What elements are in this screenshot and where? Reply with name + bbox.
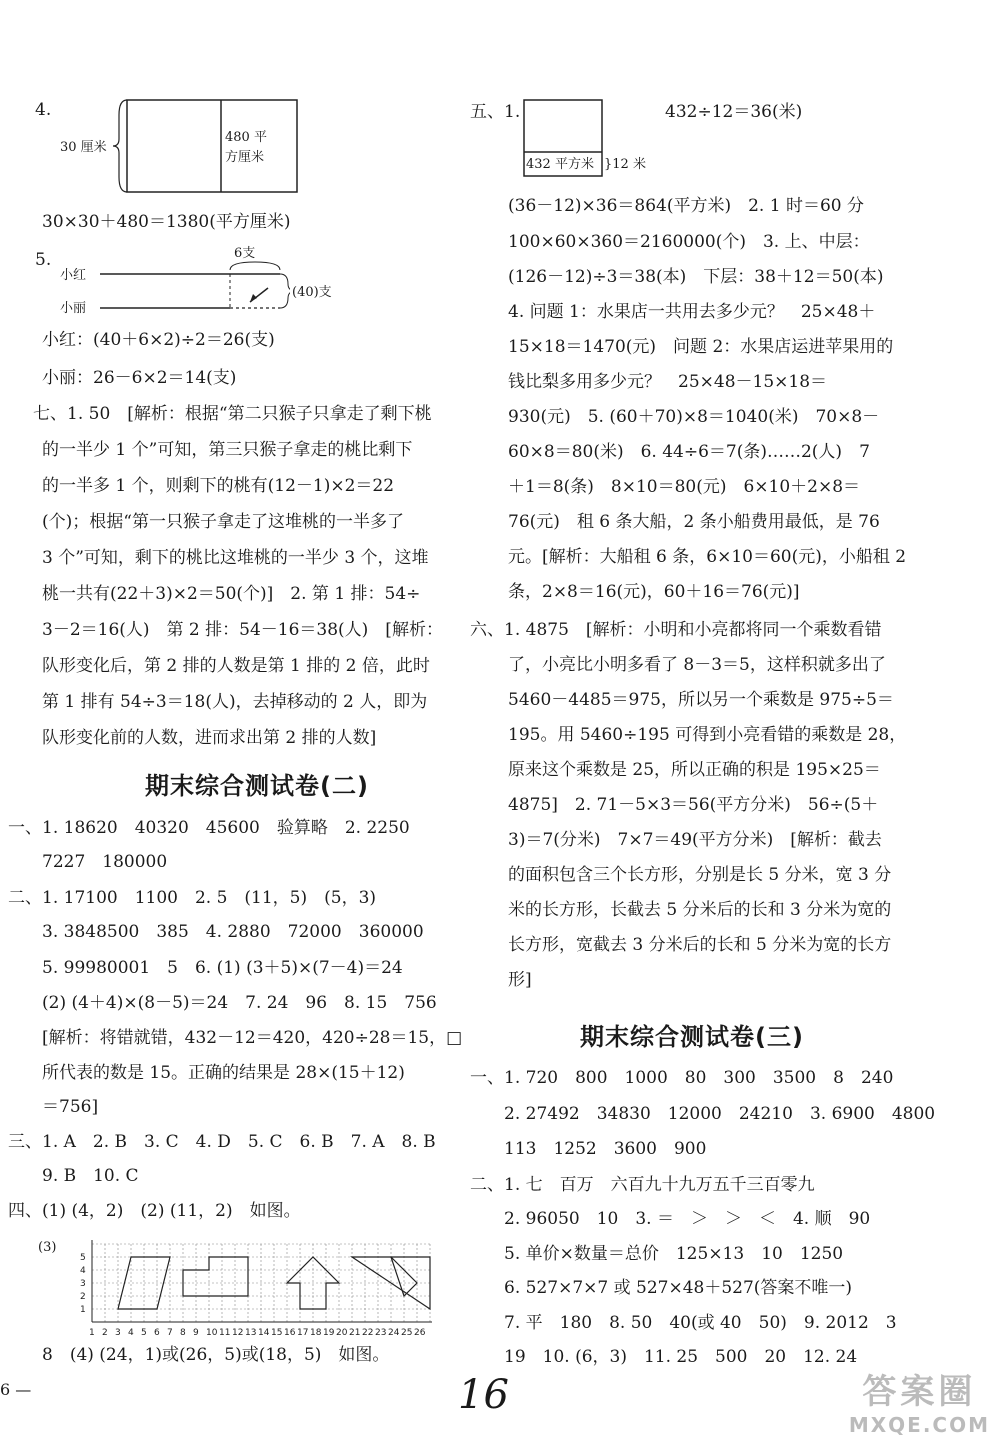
t3-line: 6. 527×7×7 或 527×48＋527(答案不唯一) [470,1278,853,1298]
grid-x-tick-label: 11 [219,1328,231,1338]
t2-line: 所代表的数是 15。正确的结果是 28×(15＋12) [8,1063,405,1083]
grid-x-tick-label: 26 [414,1328,426,1338]
t3-line: 二、1. 七 百万 六百九十九万五千三百零九 [470,1175,815,1195]
grid-x-tick-label: 10 [206,1328,218,1338]
grid-x-tick-label: 7 [167,1328,173,1338]
t2-line: 三、1. A 2. B 3. C 4. D 5. C 6. B 7. A 8. B [8,1132,436,1152]
q5-answer-2: 小丽：26－6×2＝14(支) [42,368,237,388]
t2-line: 一、1. 18620 40320 45600 验算略 2. 2250 [8,818,410,838]
grid-x-tick-label: 12 [232,1328,244,1338]
grid-x-tick-label: 19 [323,1328,335,1338]
s7-line: 的一半多 1 个，则剩下的桃有(12－1)×2＝22 [42,476,395,496]
grid-x-tick-label: 24 [388,1328,400,1338]
r-line: 100×60×360＝2160000(个) 3. 上、中层： [508,232,870,252]
t2-line: ＝756] [8,1097,99,1117]
s7-line: 队形变化前的人数，进而求出第 2 排的人数] [42,728,377,748]
grid-x-tick-label: 3 [115,1328,121,1338]
t3-line: 2. 96050 10 3. ＝ ＞ ＞ ＜ 4. 顺 90 [470,1209,871,1229]
grid-x-tick-label: 5 [141,1328,147,1338]
r-line: (126－12)÷3＝38(本) 下层：38＋12＝50(本) [508,267,884,287]
t3-line: 2. 27492 34830 12000 24210 3. 6900 4800 [470,1104,936,1124]
s5-calc: 432÷12＝36(米) [665,102,803,122]
r-line: 六、1. 4875 [解析：小明和小亮都将同一个乘数看错 [470,620,882,640]
r-line: 原来这个乘数是 25，所以正确的积是 195×25＝ [508,760,881,780]
grid-x-tick-label: 8 [180,1328,186,1338]
t2-last-line: 8 (4) (24，1)或(26，5)或(18，5) 如图。 [8,1345,390,1365]
grid-y-tick-label: 1 [80,1305,86,1315]
r-line: 钱比梨多用多少元？ 25×48－15×18＝ [508,372,828,392]
watermark-site: MXQE.COM [848,1413,990,1437]
r-line: 形] [508,970,532,990]
grid-y-tick-label: 2 [80,1292,86,1302]
grid-x-tick-label: 9 [193,1328,199,1338]
grid-x-tick-label: 15 [271,1328,283,1338]
s7-line: 的一半少 1 个”可知，第三只猴子拿走的桃比剩下 [42,440,413,460]
q5-name-xiaoli: 小丽 [60,301,87,316]
q5-figure [90,250,290,320]
r-line: 元。[解析：大船租 6 条，6×10＝60(元)，小船租 2 [508,547,907,567]
grid-x-tick-label: 22 [362,1328,374,1338]
t2-line: 3. 3848500 385 4. 2880 72000 360000 [8,922,424,942]
t3-line: 19 10. (6，3) 11. 25 500 20 12. 24 [470,1347,858,1367]
r-line: 3)＝7(分米) 7×7＝49(平方分米) [解析：截去 [508,830,882,850]
s5-label: 五、1. [470,102,521,122]
q5-name-xiaohong: 小红 [60,268,87,283]
r-line: 的面积包含三个长方形，分别是长 5 分米，宽 3 分 [508,865,892,885]
r-line: 930(元) 5. (60＋70)×8＝1040(米) 70×8－ [508,407,880,427]
t3-line: 7. 平 180 8. 50 40(或 40 50) 9. 2012 3 [470,1313,897,1333]
q5-label: 5. [35,250,52,270]
coordinate-grid-figure [70,1232,435,1342]
watermark [849,1364,990,1437]
watermark-title: 答案圈 [862,1372,977,1412]
heading-test-3: 期末综合测试卷(三) [580,1023,804,1051]
s7-line: 3－2＝16(人) 第 2 排：54－16＝38(人) [解析： [42,620,443,640]
q5-total-label: (40)支 [292,285,332,300]
t3-line: 113 1252 3600 900 [470,1139,707,1159]
s7-line: 队形变化后，第 2 排的人数是第 1 排的 2 倍，此时 [42,656,430,676]
t2-line: 5. 99980001 5 6. (1) (3＋5)×(7－4)＝24 [8,958,403,978]
r-line: ＋1＝8(条) 8×10＝80(元) 6×10＋2×8＝ [508,477,861,497]
t2-line: [解析：将错就错，432－12＝420，420÷28＝15，□ [8,1028,463,1048]
t3-line: 一、1. 720 800 1000 80 300 3500 8 240 [470,1068,894,1088]
t3-line: 5. 单价×数量＝总价 125×13 10 1250 [470,1244,844,1264]
q4-label: 4. [35,100,52,120]
s5-rect-label: 432 平方米 [526,157,594,172]
s7-line: 3 个”可知，剩下的桃比这堆桃的一半少 3 个，这堆 [42,548,429,568]
grid-x-tick-label: 21 [349,1328,361,1338]
s7-line: 桃一共有(22＋3)×2＝50(个)] 2. 第 1 排：54÷ [42,584,421,604]
s7-line: 第 1 排有 54÷3＝18(人)，去掉移动的 2 人，即为 [42,692,428,712]
r-line: 5460－4485＝975，所以另一个乘数是 975÷5＝ [508,690,894,710]
q5-sticks-label: 6支 [234,246,256,261]
q4-area-line1: 480 平 [225,130,267,145]
t2-line: (2) (4＋4)×(8－5)＝24 7. 24 96 8. 15 756 [8,993,437,1013]
r-line: 60×8＝80(米) 6. 44÷6＝7(条)……2(人) 7 [508,442,870,462]
grid-x-tick-label: 17 [297,1328,309,1338]
grid-x-tick-label: 14 [258,1328,270,1338]
t2-line: 9. B 10. C [8,1166,139,1186]
grid-x-tick-label: 25 [401,1328,413,1338]
q4-side-label: 30 厘米 [60,140,107,155]
r-line: 15×18＝1470(元) 问题 2：水果店运进苹果用的 [508,337,894,357]
grid-question-label: (3) [38,1240,57,1255]
s5-side-label: }12 米 [604,157,646,172]
grid-x-tick-label: 2 [102,1328,108,1338]
r-line: 195。用 5460÷195 可得到小亮看错的乘数是 28， [508,725,907,745]
s7-line: 七、1. 50 [解析：根据“第二只猴子只拿走了剩下桃 [33,404,432,424]
grid-y-tick-label: 3 [80,1279,86,1289]
r-line: 4. 问题 1：水果店一共用去多少元？ 25×48＋ [508,302,876,322]
grid-x-tick-label: 20 [336,1328,348,1338]
t2-line: 二、1. 17100 1100 2. 5 (11，5) (5，3) [8,888,377,908]
grid-x-tick-label: 13 [245,1328,257,1338]
q4-calc: 30×30＋480＝1380(平方厘米) [42,212,291,232]
grid-y-tick-label: 4 [80,1266,86,1276]
grid-x-tick-label: 4 [128,1328,134,1338]
handwritten-number: 16 [458,1372,509,1418]
grid-x-tick-label: 18 [310,1328,322,1338]
t2-line: 四、(1) (4，2) (2) (11，2) 如图。 [8,1201,301,1221]
r-line: 4875] 2. 71－5×3＝56(平方分米) 56÷(5＋ [508,795,879,815]
grid-x-tick-label: 6 [154,1328,160,1338]
q5-answer-1: 小红：(40＋6×2)÷2＝26(支) [42,330,275,350]
r-line: 米的长方形，长截去 5 分米后的长和 3 分米为宽的 [508,900,892,920]
q4-area-line2: 方厘米 [225,150,265,165]
r-line: 长方形，宽截去 3 分米后的长和 5 分米为宽的长方 [508,935,892,955]
page-number: 6 — [0,1380,32,1399]
r-line: 76(元) 租 6 条大船，2 条小船费用最低，是 76 [508,512,880,532]
grid-x-tick-label: 16 [284,1328,296,1338]
grid-x-tick-label: 1 [89,1328,95,1338]
s7-line: (个)；根据“第一只猴子拿走了这堆桃的一半多了 [42,512,404,532]
heading-test-2: 期末综合测试卷(二) [145,772,369,800]
grid-x-tick-label: 23 [375,1328,387,1338]
r-line: 条，2×8＝16(元)，60＋16＝76(元)] [508,582,800,602]
r-line: 了，小亮比小明多看了 8－3＝5，这样积就多出了 [508,655,886,675]
t2-line: 7227 180000 [8,852,168,872]
r-line: (36－12)×36＝864(平方米) 2. 1 时＝60 分 [508,196,864,216]
grid-y-tick-label: 5 [80,1253,86,1263]
